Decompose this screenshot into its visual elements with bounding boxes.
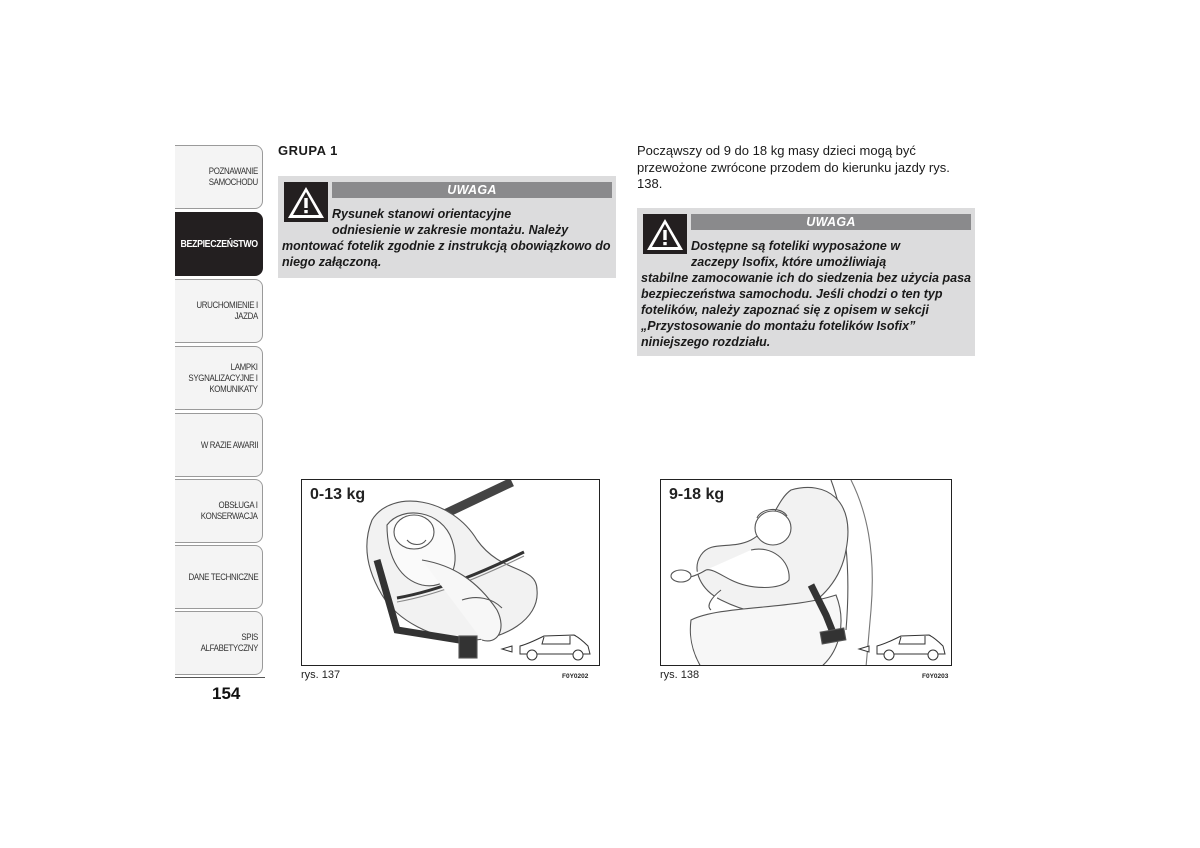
warning-line-1: Rysunek stanowi orientacyjne: [332, 207, 512, 221]
page-number: 154: [212, 684, 241, 703]
tab-dane-techniczne[interactable]: [175, 545, 263, 609]
tab-label: BEZPIECZEŃSTWO: [180, 238, 258, 250]
tab-spis-alfabetyczny[interactable]: [175, 611, 263, 675]
tab-label: W RAZIE AWARII: [200, 439, 258, 450]
tab-label: URUCHOMIENIE I JAZDA: [196, 300, 258, 321]
tab-obsluga-i-konserwacja[interactable]: [175, 479, 263, 543]
tab-label: OBSŁUGA I KONSERWACJA: [201, 500, 258, 521]
warning-text: montować fotelik zgodnie z instrukcją obowiązkowo do niego załączoną.: [282, 239, 611, 269]
tab-uruchomienie-i-jazda[interactable]: [175, 279, 263, 343]
figure-138: [660, 479, 952, 666]
section-heading: GRUPA 1: [278, 143, 338, 158]
warning-triangle-icon: [284, 182, 328, 222]
warning-box: [637, 208, 975, 356]
warning-line-2: zaczepy Isofix, które umożliwiają: [691, 255, 887, 269]
figure-code: F0Y0202: [562, 673, 589, 680]
warning-box: [278, 176, 616, 278]
body-paragraph: Począwszy od 9 do 18 kg masy dzieci mogą być przewożone zwrócone przodem do kierunku jazdy rys. 138.: [637, 143, 950, 191]
tab-bezpieczenstwo[interactable]: [175, 212, 263, 276]
tab-label: DANE TECHNICZNE: [188, 571, 258, 582]
tab-label: LAMPKI SYGNALIZACYJNE I KOMUNIKATY: [188, 361, 258, 394]
warning-title: UWAGA: [691, 214, 971, 230]
warning-triangle-icon: [643, 214, 687, 254]
figure-label: 9-18 kg: [669, 486, 725, 503]
figure-caption: rys. 137: [301, 669, 341, 681]
figure-caption: rys. 138: [660, 669, 700, 681]
tab-poznawanie-samochodu[interactable]: [175, 145, 263, 209]
tab-lampki-sygnalizacyjne[interactable]: [175, 346, 263, 410]
car-direction-icon: [855, 632, 949, 664]
warning-text: stabilne zamocowanie ich do siedzenia bez użycia pasa bezpieczeństwa samochodu. Jeśli chodzi o ten typ fotelików, należy zapoznać się z opisem w sekcji „Przystosowanie do montażu fotelików Isofix” niniejszego rozdziału.: [641, 271, 971, 349]
figure-137: [301, 479, 600, 666]
figure-label: 0-13 kg: [310, 486, 366, 503]
warning-title: UWAGA: [332, 182, 612, 198]
tab-w-razie-awarii[interactable]: [175, 413, 263, 477]
warning-line-2: odniesienie w zakresie montażu. Należy: [332, 223, 569, 237]
car-direction-icon: [498, 632, 596, 664]
figure-code: F0Y0203: [922, 673, 949, 680]
tab-label: POZNAWANIE SAMOCHODU: [208, 166, 258, 187]
tab-label: SPIS ALFABETYCZNY: [200, 632, 258, 653]
divider: [175, 677, 265, 678]
warning-line-1: Dostępne są foteliki wyposażone w: [691, 239, 901, 253]
